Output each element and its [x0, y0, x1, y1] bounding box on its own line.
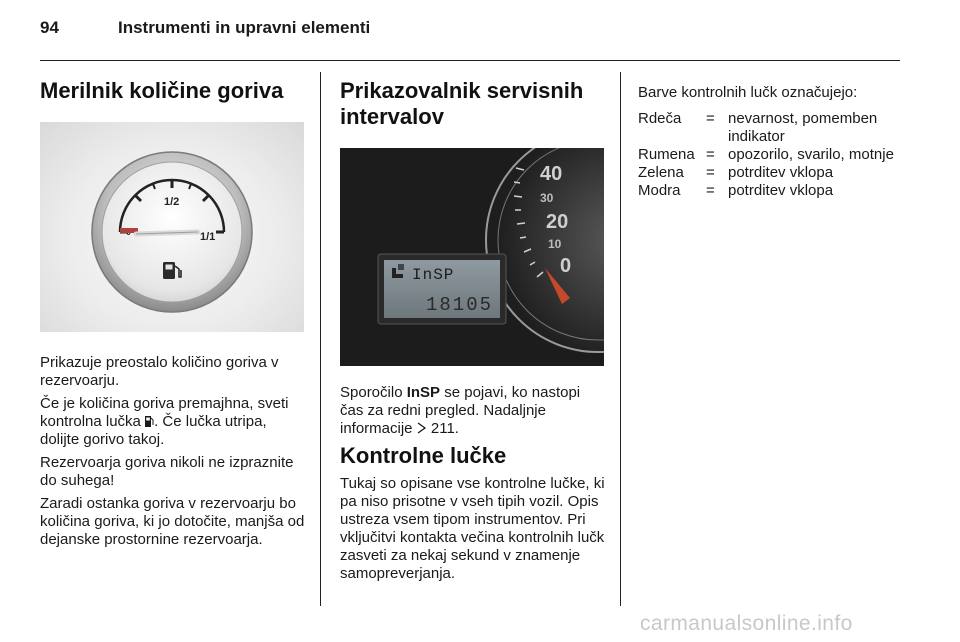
column-colors [638, 84, 900, 200]
reference-page-number[interactable]: 211 [430, 420, 455, 437]
fuel-paragraph-4: Zaradi ostanka goriva v rezervoarju bo količina goriva, ki jo dotočite, manjša od dejanske prostornine rezervoarja. [40, 495, 305, 548]
color-description: opozorilo, svarilo, motnje [728, 146, 894, 163]
service-paragraph-bold: InSP [406, 384, 441, 401]
fuel-gauge-heading: Merilnik količine goriva [40, 78, 284, 103]
color-name: Rumena [638, 146, 695, 163]
fuel-paragraph-1: Prikazuje preostalo količino goriva v rezervoarju. [40, 354, 279, 389]
gauge-label-full: 1/1 [200, 231, 216, 243]
fuel-pump-inline-icon [145, 414, 154, 425]
color-equals: = [706, 110, 715, 127]
color-description: potrditev vklopa [728, 164, 834, 181]
color-row-green [638, 164, 900, 182]
color-equals: = [706, 164, 715, 181]
header-rule [40, 60, 900, 61]
fuel-paragraph-2-b: . Če lučka utripa, dolijte gorivo takoj. [40, 413, 267, 448]
column-divider-2 [620, 72, 621, 606]
color-name: Rdeča [638, 110, 682, 127]
color-description: nevarnost, pomemben indikator [728, 110, 878, 145]
color-row-red [638, 110, 900, 146]
color-row-blue [638, 182, 900, 200]
scale-label-20: 20 [546, 211, 569, 233]
fuel-gauge-figure [40, 122, 304, 332]
fuel-paragraph-3: Rezervoarja goriva nikoli ne izpraznite do suhega! [40, 454, 294, 489]
color-equals: = [706, 182, 715, 199]
lcd-bottom-text: 18105 [426, 294, 494, 316]
warning-lights-heading: Kontrolne lučke [340, 443, 507, 468]
reference-arrow-icon [417, 421, 427, 433]
color-description: potrditev vklopa [728, 182, 834, 199]
scale-label-10: 10 [548, 237, 562, 251]
scale-label-40: 40 [540, 163, 563, 185]
fuel-paragraph-2-a: Če je količina goriva premajhna, sveti kontrolna lučka [40, 395, 289, 430]
service-paragraph-end: . [454, 420, 459, 437]
lcd-top-text: InSP [412, 266, 455, 284]
column-service-display [340, 74, 606, 588]
service-paragraph-a: Sporočilo [340, 384, 407, 401]
color-row-yellow [638, 146, 900, 164]
service-display-figure [340, 148, 604, 366]
service-paragraph-b: se pojavi, ko nastopi čas za redni pregled. Nadaljnje informacije [340, 384, 581, 437]
warning-lights-paragraph: Tukaj so opisane vse kontrolne lučke, ki pa niso prisotne v vseh tipih vozil. Opis ustreza vsem tipom instrumentov. Pri vključitvi kontakta večina kontrolnih lučk zasveti za nekaj sekund v znamenje samopreverjanja. [340, 475, 605, 582]
color-name: Modra [638, 182, 681, 199]
color-equals: = [706, 146, 715, 163]
service-paragraph [340, 384, 606, 438]
page-number: 94 [40, 18, 59, 37]
column-divider-1 [320, 72, 321, 606]
column-fuel-gauge [40, 74, 308, 554]
watermark: carmanualsonline.info [640, 612, 853, 635]
scale-label-0: 0 [560, 255, 572, 277]
colors-table [638, 110, 900, 200]
scale-label-30: 30 [540, 191, 554, 205]
section-title: Instrumenti in upravni elementi [118, 18, 371, 37]
colors-intro: Barve kontrolnih lučk označujejo: [638, 84, 858, 101]
fuel-gauge-illustration [40, 122, 304, 332]
color-name: Zelena [638, 164, 684, 181]
service-display-illustration [340, 148, 604, 366]
gauge-label-half: 1/2 [164, 196, 180, 208]
fuel-paragraph-2 [40, 395, 308, 449]
service-display-heading: Prikazovalnik servisnih intervalov [340, 78, 584, 129]
